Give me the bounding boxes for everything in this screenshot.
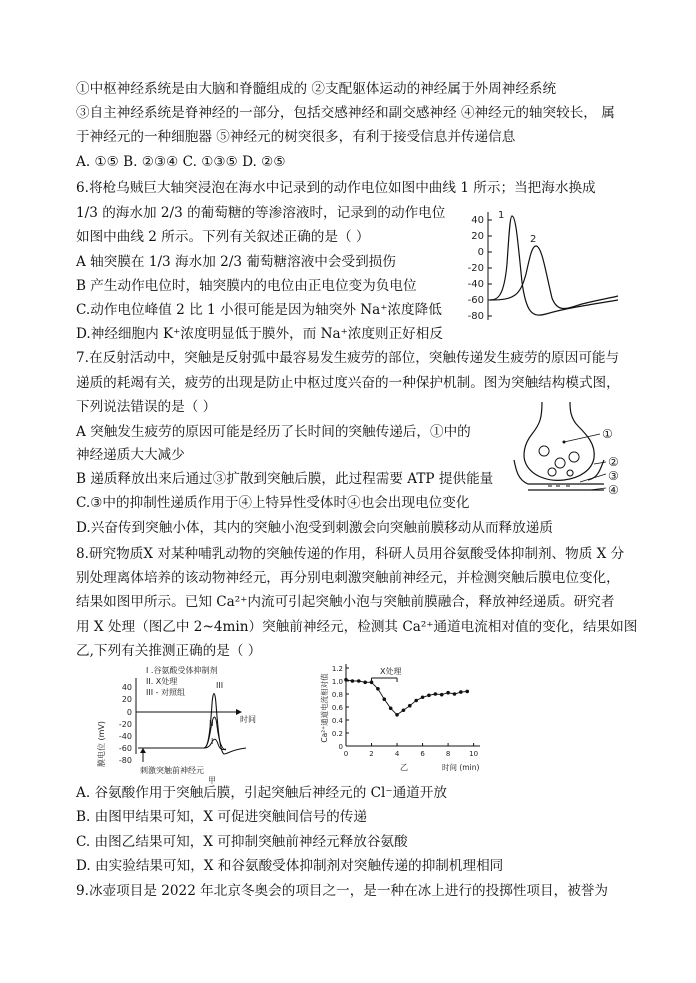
jia-curve-label: II — [209, 719, 214, 728]
q6-stem-3: 如图中曲线 2 所示。下列有关叙述正确的是（ ） — [76, 229, 370, 245]
yi-data-point — [370, 681, 374, 685]
q8-stem-1: 8.研究物质X 对某种哺乳动物的突触传递的作用，科研人员用谷氨酸受体抑制剂、物质 X 分 — [76, 546, 625, 562]
yi-annotation: X处理 — [380, 667, 402, 676]
q9-stem-1: 9.冰壶项目是 2022 年北京冬奥会的项目之一，是一种在冰上进行的投掷性项目，被誉为 — [76, 883, 608, 899]
q7-stem-2: 递质的耗竭有关，疲劳的出现是防止中枢过度兴奋的一种保护机制。图为突触结构模式图， — [76, 375, 620, 391]
jia-legend-2: II. X处理 — [146, 677, 178, 686]
yi-data-point — [446, 691, 450, 695]
yi-y-label: Ca²⁺通道电流相对值 — [320, 673, 329, 743]
yi-data-point — [363, 681, 367, 685]
yi-data-point — [459, 690, 463, 694]
q7-option-c: C.③中的抑制性递质作用于④上特异性受体时④也会出现电位变化 — [76, 495, 470, 511]
jia-y-label: 膜电位 (mV) — [97, 720, 106, 768]
yi-y-tick: 0.6 — [331, 704, 343, 712]
jia-x-label: 时间 — [240, 715, 256, 724]
yi-data-point — [389, 707, 393, 711]
ap-y-tick: -60 — [467, 295, 484, 306]
yi-data-point — [440, 693, 444, 697]
q8-option-b: B. 由图甲结果可知，X 可促进突触间信号的传递 — [76, 809, 367, 825]
ap-curve-1-label: 1 — [498, 210, 505, 221]
yi-x-tick: 8 — [445, 750, 451, 758]
jia-curve-label: I — [211, 737, 214, 746]
q7-option-b: B 递质释放出来后通过③扩散到突触后膜，此过程需要 ATP 提供能量 — [76, 471, 494, 487]
yi-y-tick: 0.2 — [331, 730, 343, 738]
yi-series-line — [346, 680, 467, 715]
yi-data-point — [395, 713, 399, 717]
yi-data-point — [357, 679, 361, 683]
yi-x-tick: 2 — [369, 750, 374, 758]
yi-data-point — [376, 687, 380, 691]
yi-x-label: 时间 (min) — [442, 763, 480, 772]
synapse-label-1: ① — [602, 427, 613, 441]
q8-option-a: A. 谷氨酸作用于突触后膜，引起突触后神经元的 Cl⁻通道开放 — [76, 785, 447, 801]
q5-statement-3-4: ③自主神经系统是脊神经的一部分，包括交感神经和副交感神经 ④神经元的轴突较长， 属 — [76, 105, 615, 121]
q7-stem-1: 7.在反射活动中，突触是反射弧中最容易发生疲劳的部位，突触传递发生疲劳的原因可能与 — [76, 350, 620, 366]
membrane-potential-figure-jia — [96, 664, 272, 784]
q5-statement-4-5: 于神经元的一种细胞器 ⑤神经元的树突很多，有利于接受信息并传递信息 — [76, 129, 516, 145]
ap-curve-2-label: 2 — [530, 234, 537, 245]
jia-y-tick: -80 — [118, 756, 132, 765]
q8-option-d: D. 由实验结果可知，X 和谷氨酸受体抑制剂对突触传递的抑制机理相同 — [76, 858, 504, 874]
yi-data-point — [465, 690, 469, 694]
synapse-diagram — [508, 398, 632, 502]
jia-y-tick: 0 — [126, 708, 132, 717]
yi-data-point — [408, 704, 412, 708]
q7-stem-3: 下列说法错误的是（ ） — [76, 399, 217, 415]
ca-current-chart-yi — [318, 658, 488, 774]
q8-stem-5: 乙,下列有关推测正确的是（ ） — [76, 643, 262, 659]
yi-caption: 乙 — [400, 763, 408, 772]
yi-data-point — [344, 678, 348, 682]
q5-statement-1-2: ①中枢神经系统是由大脑和脊髓组成的 ②支配躯体运动的神经属于外周神经系统 — [76, 81, 557, 97]
q6-stem-1: 6.将枪乌贼巨大轴突浸泡在海水中记录到的动作电位如图中曲线 1 所示；当把海水换成 — [76, 180, 596, 196]
q7-option-a-1: A 突触发生疲劳的原因可能是经历了长时间的突触传递后，①中的 — [76, 424, 471, 440]
yi-data-point — [427, 694, 431, 698]
q6-option-d: D.神经细胞内 K⁺浓度明显低于膜外，而 Na⁺浓度则正好相反 — [76, 326, 443, 342]
ap-y-tick: 0 — [477, 247, 484, 258]
ap-y-tick: -40 — [467, 279, 484, 290]
q6-option-c: C.动作电位峰值 2 比 1 小很可能是因为轴突外 Na⁺浓度降低 — [76, 302, 442, 318]
jia-curve-iii — [138, 694, 246, 755]
synapse-label-3: ③ — [608, 469, 619, 483]
yi-y-tick: 1.0 — [331, 678, 343, 686]
yi-data-point — [351, 679, 355, 683]
q8-option-c: C. 由图乙结果可知，X 可抑制突触前神经元释放谷氨酸 — [76, 834, 408, 850]
jia-y-tick: 40 — [121, 683, 132, 692]
q6-stem-2: 1/3 的海水加 2/3 的葡萄糖的等渗溶液时，记录到的动作电位 — [76, 205, 446, 221]
yi-data-point — [414, 699, 418, 703]
q5-options: A. ①⑤ B. ②③④ C. ①③⑤ D. ②⑤ — [76, 154, 286, 170]
ap-y-tick: 20 — [471, 231, 484, 242]
jia-curve-label: III — [216, 681, 224, 690]
yi-data-point — [421, 695, 425, 699]
q7-option-a-2: 神经递质大大减少 — [76, 447, 185, 463]
yi-data-point — [434, 692, 438, 696]
jia-legend-3: III - 对照组 — [146, 688, 186, 697]
yi-x-tick: 6 — [420, 750, 425, 758]
synapse-label-2: ② — [608, 455, 619, 469]
yi-x-tick: 10 — [469, 750, 479, 758]
jia-caption: 甲 — [208, 776, 216, 784]
q8-stem-2: 别处理离体培养的该动物神经元，再分别电刺激突触前神经元，并检测突触后膜电位变化， — [76, 570, 620, 586]
yi-x-tick: 0 — [343, 750, 349, 758]
ap-y-tick: -80 — [467, 311, 484, 322]
stimulus-label: 刺激突触前神经元 — [140, 766, 204, 775]
synaptic-vesicles — [539, 446, 579, 476]
jia-y-tick: 20 — [121, 695, 132, 704]
q8-stem-3: 结果如图甲所示。已知 Ca²⁺内流可引起突触小泡与突触前膜融合，释放神经递质。研究者 — [76, 594, 615, 610]
yi-data-point — [453, 692, 457, 696]
q6-option-b: B 产生动作电位时，轴突膜内的电位由正电位变为负电位 — [76, 278, 417, 294]
yi-x-tick: 4 — [394, 750, 400, 758]
yi-y-tick: 0.8 — [331, 691, 343, 699]
jia-curve-ii — [204, 717, 226, 750]
ap-y-tick: -20 — [467, 263, 484, 274]
jia-y-tick: -60 — [118, 744, 132, 753]
jia-legend-1: I .谷氨酸受体抑制剂 — [146, 666, 218, 675]
q8-stem-4: 用 X 处理（图乙中 2~4min）突触前神经元，检测其 Ca²⁺通道电流相对值的变化，结果如图 — [76, 619, 638, 635]
jia-y-tick: -40 — [118, 732, 132, 741]
synapse-label-4: ④ — [608, 483, 619, 497]
q6-option-a: A 轴突膜在 1/3 海水加 2/3 葡萄糖溶液中会受到损伤 — [76, 254, 396, 270]
yi-data-point — [382, 697, 386, 701]
q7-option-d: D.兴奋传到突触小体，其内的突触小泡受到刺激会向突触前膜移动从而释放递质 — [76, 520, 553, 536]
presynaptic-terminal — [524, 402, 594, 480]
ap-y-tick: 40 — [471, 215, 484, 226]
yi-data-point — [402, 708, 406, 712]
action-potential-figure — [454, 204, 624, 329]
jia-y-tick: -20 — [118, 720, 132, 729]
yi-y-tick: 0.4 — [331, 717, 343, 725]
yi-y-tick: 1.2 — [331, 665, 343, 673]
yi-y-tick: 0 — [338, 743, 343, 751]
ap-curve-2 — [490, 246, 618, 309]
